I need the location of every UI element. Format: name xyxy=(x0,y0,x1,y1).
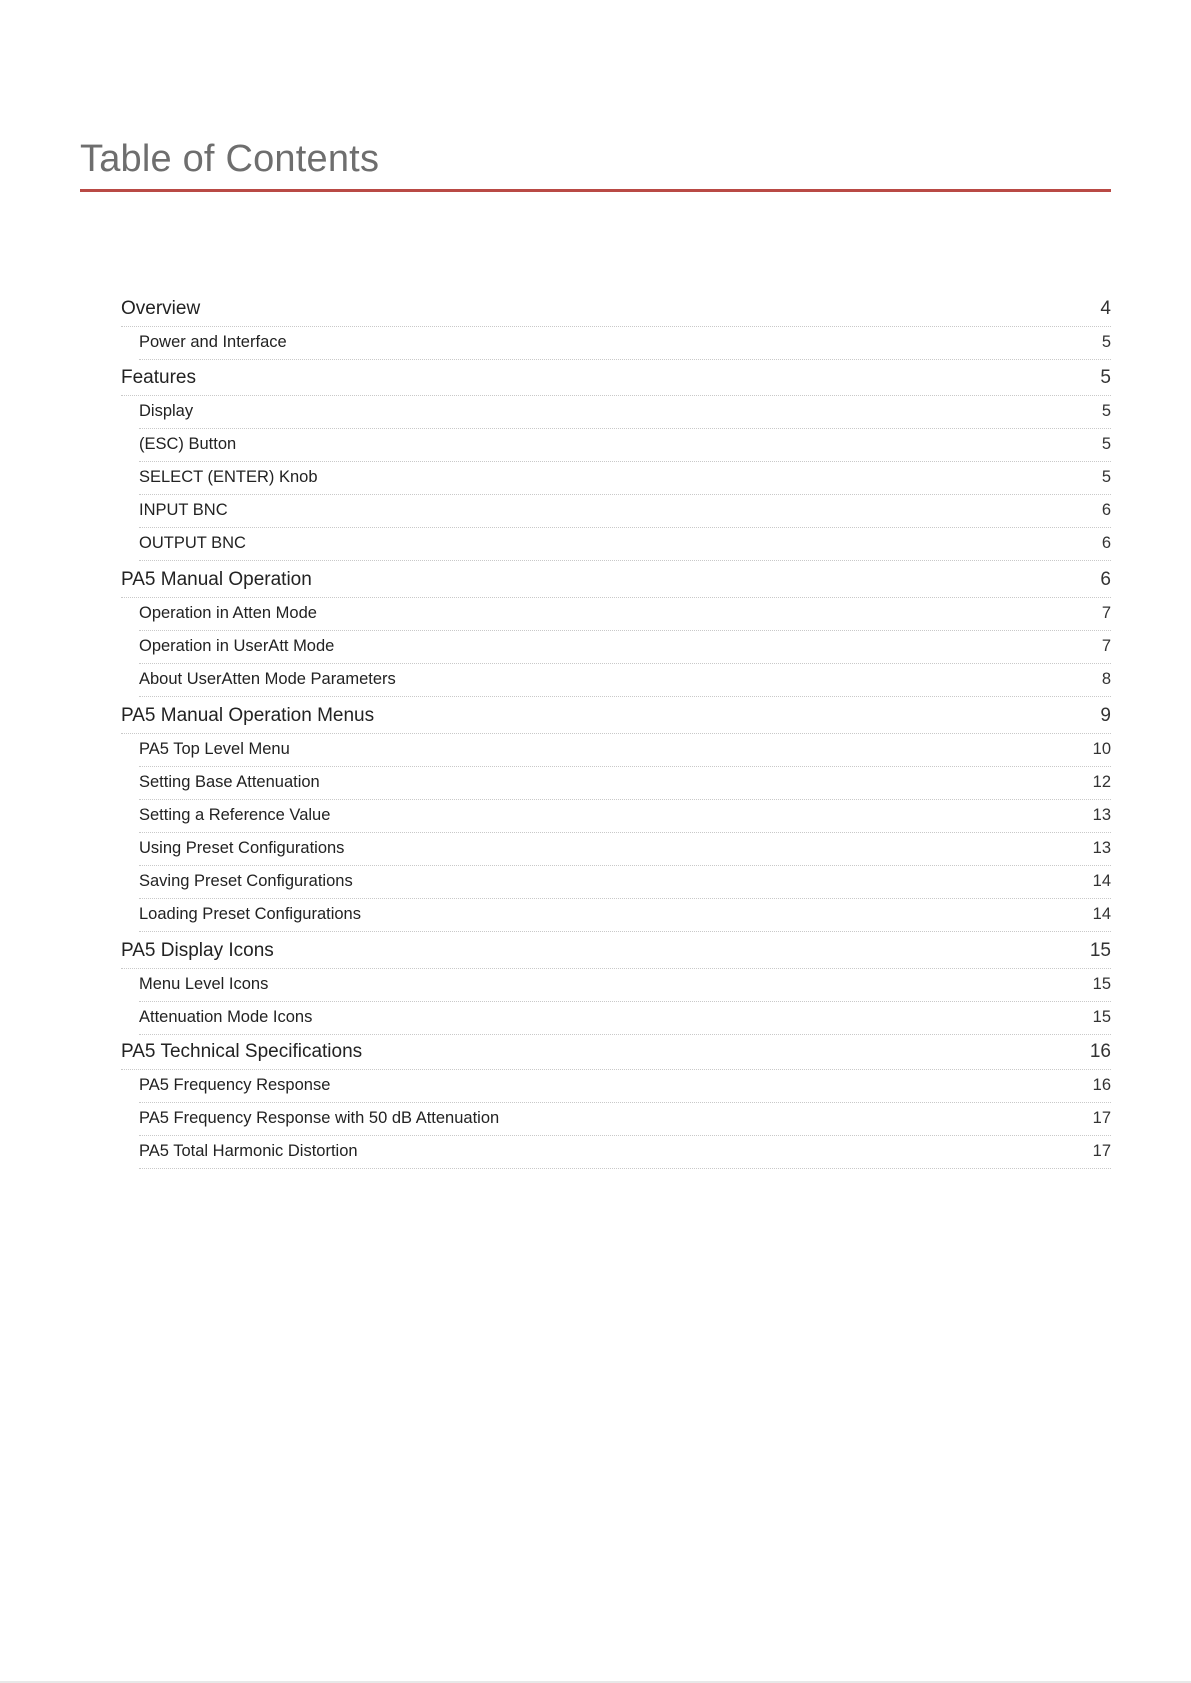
toc-entry-label: Saving Preset Configurations xyxy=(139,872,353,890)
toc-entry-label: OUTPUT BNC xyxy=(139,534,246,552)
toc-entry-label: Using Preset Configurations xyxy=(139,839,345,857)
toc-entry-label: Operation in UserAtt Mode xyxy=(139,637,335,655)
toc-subsection-entry[interactable] xyxy=(139,396,1111,429)
toc-page-number: 4 xyxy=(1100,298,1111,319)
toc-subsection-entry[interactable] xyxy=(139,327,1111,360)
toc-entry-label: PA5 Technical Specifications xyxy=(121,1041,363,1062)
toc-page-number: 15 xyxy=(1089,940,1111,961)
toc-page-number: 7 xyxy=(1101,604,1111,622)
toc-entry-label: Setting Base Attenuation xyxy=(139,773,320,791)
toc-page-number: 12 xyxy=(1092,773,1111,791)
toc-page-number: 13 xyxy=(1092,839,1111,857)
toc-entry-label: About UserAtten Mode Parameters xyxy=(139,670,396,688)
toc-subsection-entry[interactable] xyxy=(139,866,1111,899)
toc-subsection-entry[interactable] xyxy=(139,1103,1111,1136)
toc-entry-label: Operation in Atten Mode xyxy=(139,604,317,622)
toc-page-number: 6 xyxy=(1101,534,1111,552)
toc-subsection-entry[interactable] xyxy=(139,631,1111,664)
toc-entry-label: Overview xyxy=(121,298,201,319)
toc-subsection-entry[interactable] xyxy=(139,495,1111,528)
toc-entry-label: PA5 Top Level Menu xyxy=(139,740,290,758)
toc-entry-label: (ESC) Button xyxy=(139,435,237,453)
toc-page-number: 15 xyxy=(1092,1008,1111,1026)
toc-entry-label: INPUT BNC xyxy=(139,501,228,519)
title-rule xyxy=(80,189,1111,192)
toc-entry-label: Setting a Reference Value xyxy=(139,806,331,824)
toc-entry-label: Attenuation Mode Icons xyxy=(139,1008,313,1026)
toc-subsection-entry[interactable] xyxy=(139,1070,1111,1103)
toc-subsection-entry[interactable] xyxy=(139,528,1111,561)
toc-page-number: 15 xyxy=(1092,975,1111,993)
page-title: Table of Contents xyxy=(80,138,380,180)
toc-page-number: 16 xyxy=(1092,1076,1111,1094)
toc-page-number: 5 xyxy=(1101,333,1111,351)
toc-subsection-entry[interactable] xyxy=(139,462,1111,495)
toc-section-entry[interactable] xyxy=(121,934,1111,969)
toc-subsection-entry[interactable] xyxy=(139,734,1111,767)
toc-entry-label: PA5 Display Icons xyxy=(121,940,274,961)
toc-subsection-entry[interactable] xyxy=(139,833,1111,866)
toc-section-entry[interactable] xyxy=(121,292,1111,327)
toc-page-number: 5 xyxy=(1101,468,1111,486)
toc-page-number: 14 xyxy=(1092,905,1111,923)
toc-page-number: 5 xyxy=(1101,402,1111,420)
toc-subsection-entry[interactable] xyxy=(139,1002,1111,1035)
toc-section-entry[interactable] xyxy=(121,1035,1111,1070)
toc-entry-label: Power and Interface xyxy=(139,333,287,351)
toc-entry-label: SELECT (ENTER) Knob xyxy=(139,468,318,486)
toc-entry-label: Menu Level Icons xyxy=(139,975,269,993)
toc-subsection-entry[interactable] xyxy=(139,664,1111,697)
toc-subsection-entry[interactable] xyxy=(139,767,1111,800)
toc-page-number: 10 xyxy=(1092,740,1111,758)
toc-section-entry[interactable] xyxy=(121,563,1111,598)
toc-page-number: 6 xyxy=(1100,569,1111,590)
toc-page-number: 14 xyxy=(1092,872,1111,890)
toc-page-number: 6 xyxy=(1101,501,1111,519)
toc-entry-label: Loading Preset Configurations xyxy=(139,905,361,923)
toc-entry-label: PA5 Manual Operation xyxy=(121,569,312,590)
toc-subsection-entry[interactable] xyxy=(139,800,1111,833)
toc-entry-label: Features xyxy=(121,367,196,388)
toc-subsection-entry[interactable] xyxy=(139,969,1111,1002)
toc-page-number: 17 xyxy=(1092,1109,1111,1127)
toc-entry-label: PA5 Manual Operation Menus xyxy=(121,705,375,726)
toc-page-number: 5 xyxy=(1100,367,1111,388)
toc-section-entry[interactable] xyxy=(121,361,1111,396)
toc-page-number: 8 xyxy=(1101,670,1111,688)
toc-subsection-entry[interactable] xyxy=(139,1136,1111,1169)
toc-page-number: 5 xyxy=(1101,435,1111,453)
toc-entry-label: Display xyxy=(139,402,194,420)
toc-page-number: 17 xyxy=(1092,1142,1111,1160)
toc-entry-label: PA5 Total Harmonic Distortion xyxy=(139,1142,358,1160)
toc-entry-label: PA5 Frequency Response xyxy=(139,1076,331,1094)
toc-subsection-entry[interactable] xyxy=(139,899,1111,932)
toc-page-number: 7 xyxy=(1101,637,1111,655)
toc-entry-label: PA5 Frequency Response with 50 dB Attenuation xyxy=(139,1109,500,1127)
toc-section-entry[interactable] xyxy=(121,699,1111,734)
toc-subsection-entry[interactable] xyxy=(139,429,1111,462)
toc-page-number: 13 xyxy=(1092,806,1111,824)
toc-page-number: 9 xyxy=(1100,705,1111,726)
toc-page-number: 16 xyxy=(1089,1041,1111,1062)
toc-subsection-entry[interactable] xyxy=(139,598,1111,631)
